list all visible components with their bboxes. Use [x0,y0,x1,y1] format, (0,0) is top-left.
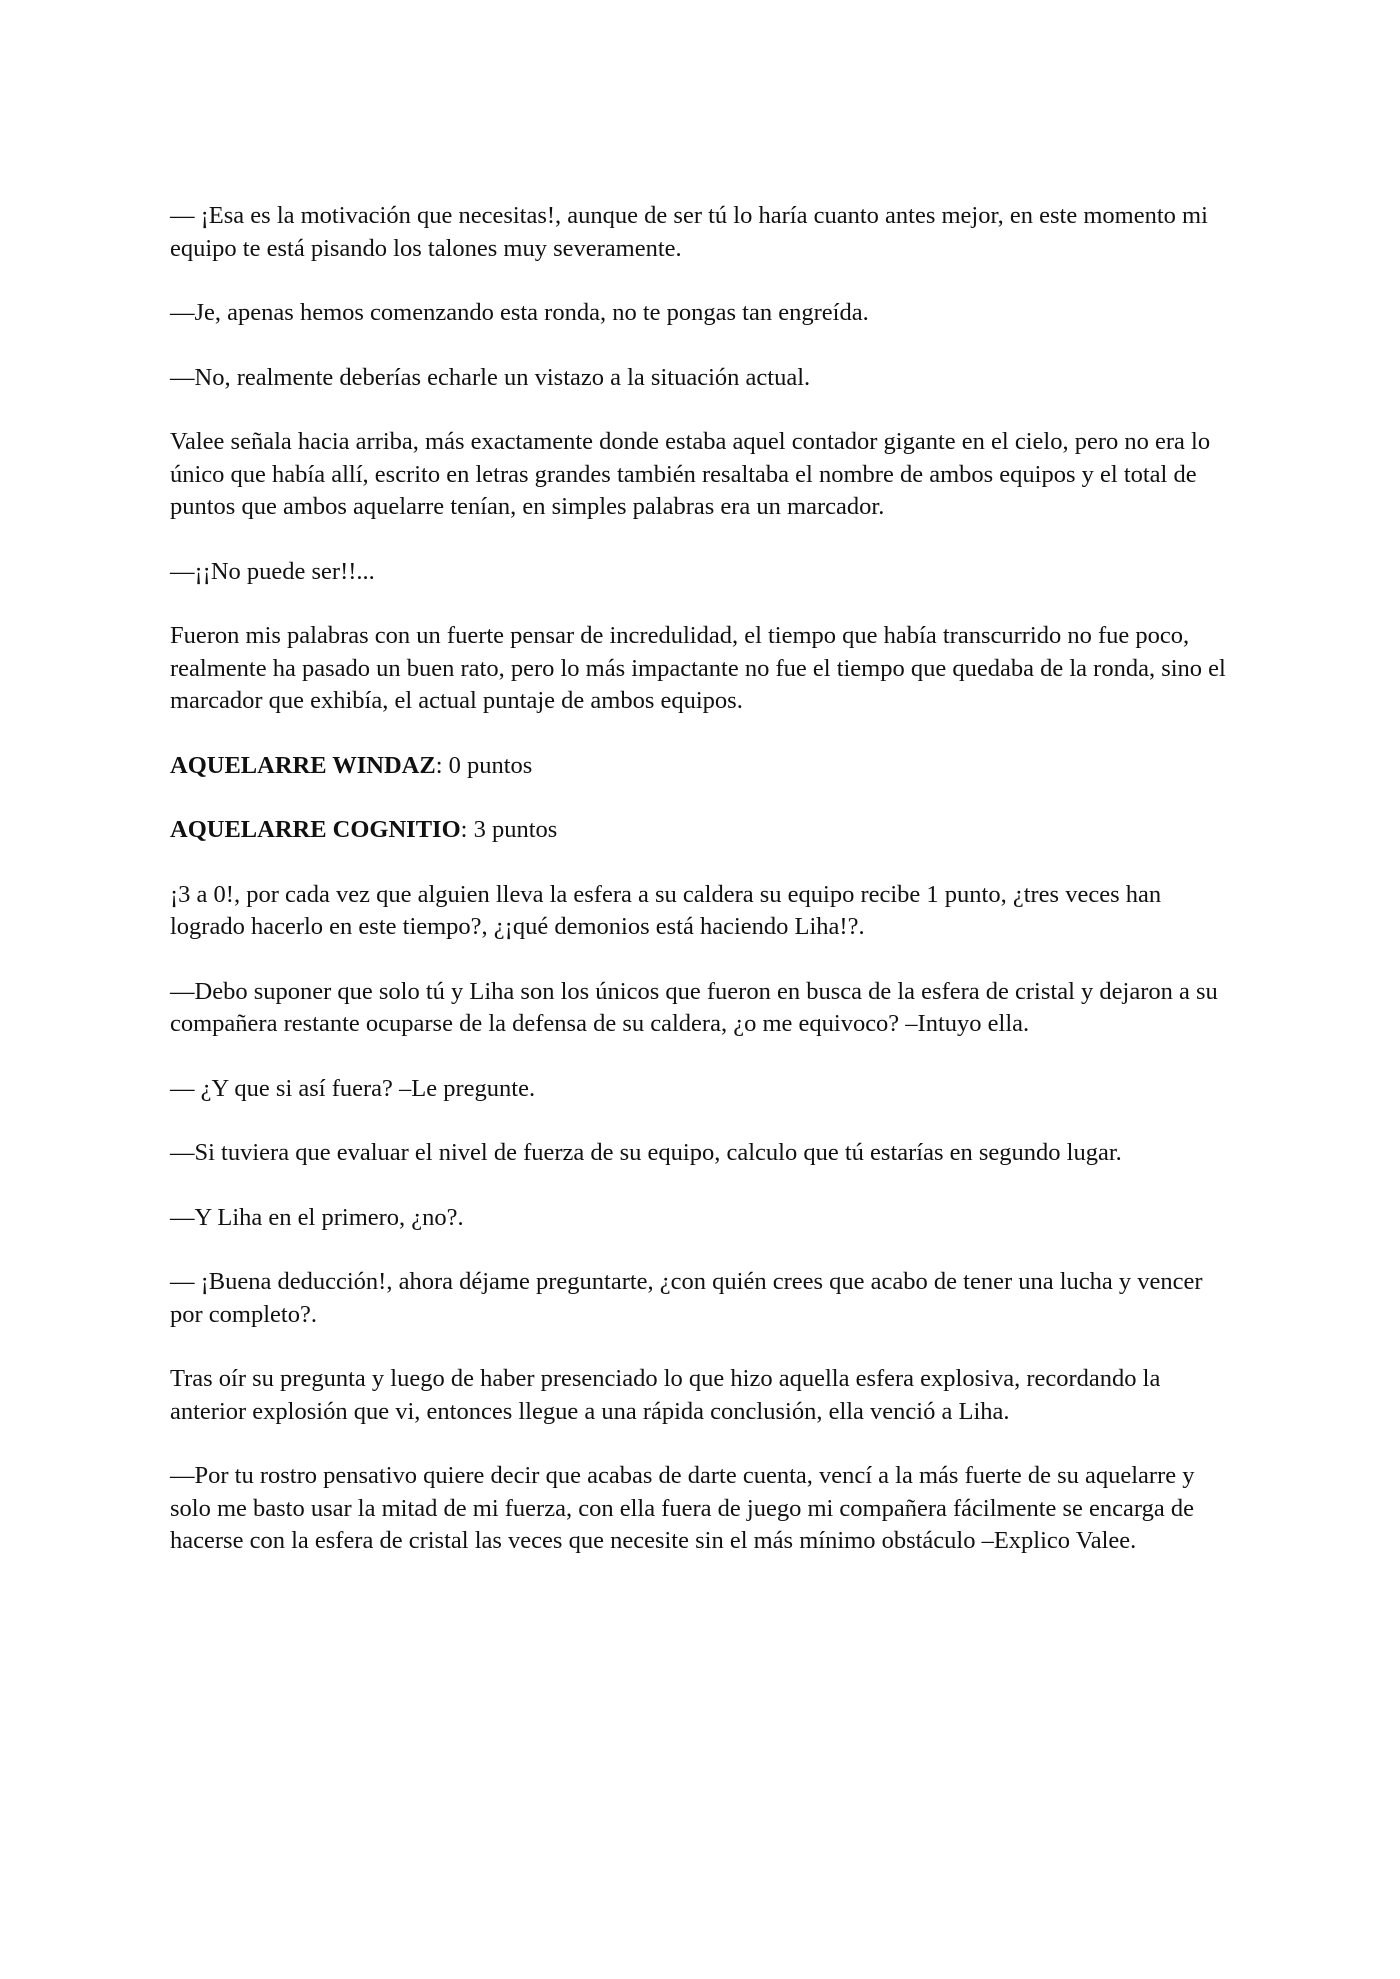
paragraph-4: Valee señala hacia arriba, más exactamente donde estaba aquel contador gigante en el cielo, pero no era lo único que había allí, escrito en letras grandes también resaltaba el nombre de ambos equipos y el total de puntos que ambos aquelarre tenían, en simples palabras era un marcador. [170,428,1211,520]
paragraph-9: — ¿Y que si así fuera? –Le pregunte. [170,1074,536,1102]
paragraph-12: — ¡Buena deducción!, ahora déjame preguntarte, ¿con quién crees que acabo de tener una lucha y vencer por completo?. [170,1268,1203,1328]
score-line-windaz [170,750,1230,783]
paragraph-2: —Je, apenas hemos comenzando esta ronda, no te pongas tan engreída. [170,299,869,326]
team-points-cognitio: : 3 puntos [460,816,558,843]
paragraph-10: —Si tuviera que evaluar el nivel de fuerza de su equipo, calculo que tú estarías en segundo lugar. [170,1139,1122,1166]
paragraph-3: —No, realmente deberías echarle un vistazo a la situación actual. [170,363,811,391]
paragraph-1: — ¡Esa es la motivación que necesitas!, aunque de ser tú lo haría cuanto antes mejor, en este momento mi equipo te está pisando los talones muy severamente. [170,202,1208,262]
paragraph-5: —¡¡No puede ser!!... [170,557,375,585]
team-name-windaz: AQUELARRE WINDAZ [170,751,436,779]
team-name-cognitio: AQUELARRE COGNITIO [170,816,461,843]
paragraph-7: ¡3 a 0!, por cada vez que alguien lleva la esfera a su caldera su equipo recibe 1 punto, ¿tres veces han logrado hacerlo en este tiempo?, ¿¡qué demonios está haciendo Liha!?. [170,880,1162,940]
paragraph-11: —Y Liha en el primero, ¿no?. [170,1203,464,1231]
document-body [170,200,1230,1590]
score-line-cognitio [170,814,1230,847]
paragraph-8: —Debo suponer que solo tú y Liha son los únicos que fueron en busca de la esfera de cristal y dejaron a su compañera restante ocuparse de la defensa de su caldera, ¿o me equivoco? –Intuyo ella. [170,977,1218,1037]
team-points-windaz: : 0 puntos [435,751,533,779]
paragraph-13: Tras oír su pregunta y luego de haber presenciado lo que hizo aquella esfera explosiva, recordando la anterior explosión que vi, entonces llegue a una rápida conclusión, ella venció a Liha. [170,1365,1161,1425]
paragraph-14: —Por tu rostro pensativo quiere decir que acabas de darte cuenta, vencí a la más fuerte de su aquelarre y solo me basto usar la mitad de mi fuerza, con ella fuera de juego mi compañera fácilmente se encarga de hacerse con la esfera de cristal las veces que necesite sin el más mínimo obstáculo –Explico Valee. [170,1462,1195,1554]
paragraph-6: Fueron mis palabras con un fuerte pensar de incredulidad, el tiempo que había transcurrido no fue poco, realmente ha pasado un buen rato, pero lo más impactante no fue el tiempo que quedaba de la ronda, sino el marcador que exhibía, el actual puntaje de ambos equipos. [170,622,1226,714]
